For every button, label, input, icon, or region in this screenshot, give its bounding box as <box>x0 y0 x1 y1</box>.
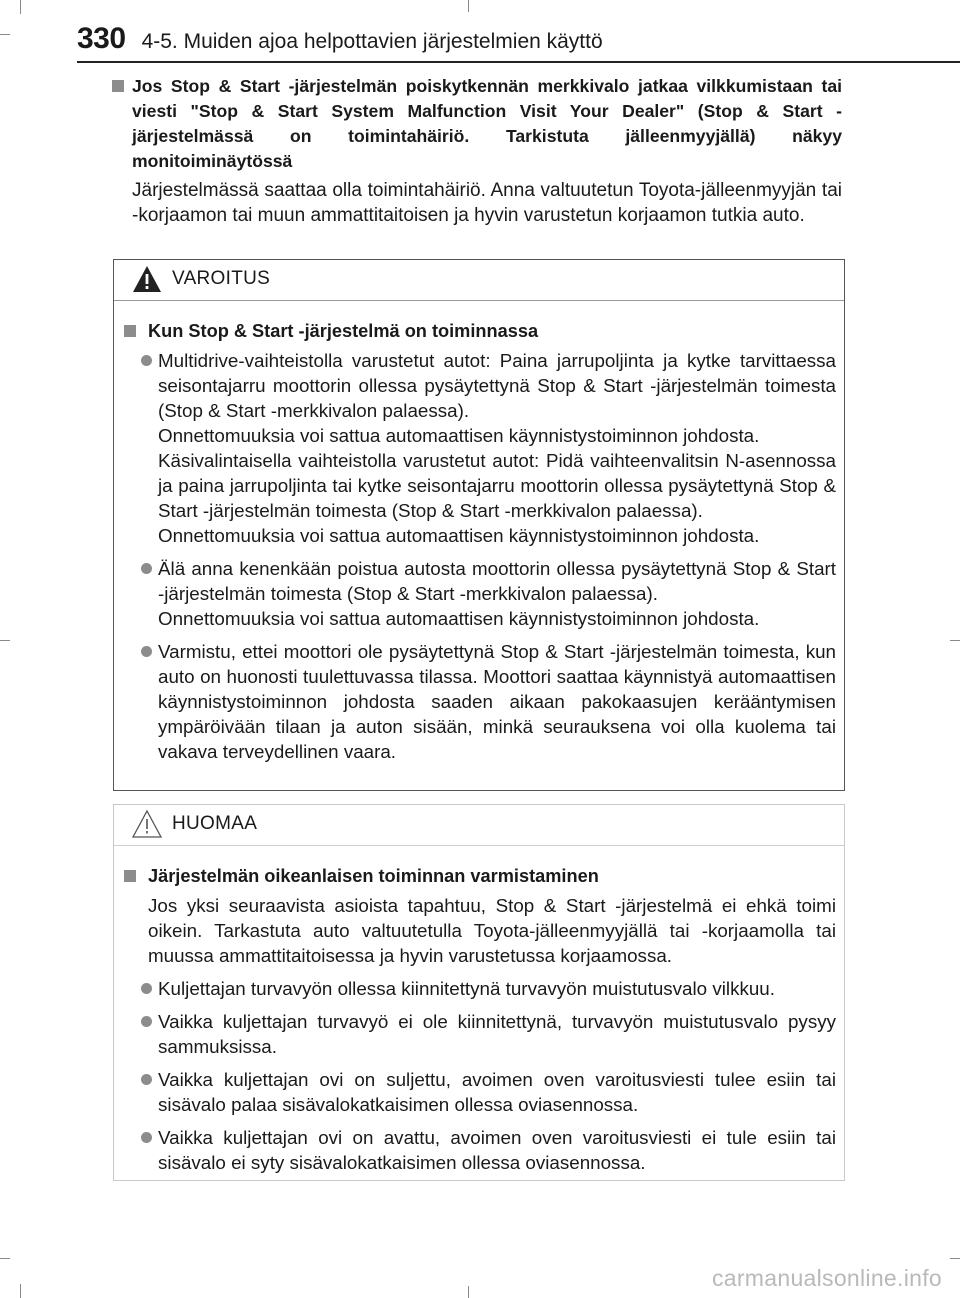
page-header <box>77 22 603 56</box>
notice-content <box>114 846 844 1175</box>
round-bullet-icon <box>141 1132 152 1143</box>
section-heading: Jos Stop & Start -järjestelmän poiskytkennän merkkivalo jatkaa vilkkumistaan tai viesti "Stop & Start System Malfunction Visit Your Dealer" (Stop & Start -järjestelmässä on toimintahäiriö. Tarkistuta jälleenmyyjällä) näkyy monitoiminäytössä <box>112 74 842 174</box>
notice-bullet: Vaikka kuljettajan ovi on avattu, avoimen oven varoitusviesti ei tule esiin tai sisävalo ei syty sisävalokatkaisimen ollessa oviasennossa. <box>124 1125 836 1175</box>
square-bullet-icon <box>112 80 124 92</box>
round-bullet-icon <box>141 355 152 366</box>
round-bullet-icon <box>141 1074 152 1085</box>
crop-mark <box>20 1284 21 1298</box>
square-bullet-icon <box>124 325 136 337</box>
notice-bullet: Vaikka kuljettajan ovi on suljettu, avoimen oven varoitusviesti tulee esiin tai sisävalo palaa sisävalokatkaisimen ollessa oviasennossa. <box>124 1067 836 1117</box>
round-bullet-icon <box>141 1016 152 1027</box>
warning-box <box>113 259 845 791</box>
warning-bullet: Älä anna kenenkään poistua autosta moottorin ollessa pysäytettynä Stop & Start -järjestelmän toimesta (Stop & Start -merkkivalon palaessa). Onnettomuuksia voi sattua automaattisen käynnistystoiminnon johdosta. <box>124 556 836 631</box>
watermark: carmanualsonline.info <box>711 1265 942 1291</box>
crop-mark <box>0 640 10 641</box>
crop-mark <box>0 1258 10 1259</box>
notice-box <box>113 804 845 1181</box>
notice-heading: Järjestelmän oikeanlaisen toiminnan varmistaminen <box>124 864 836 889</box>
warning-bullet: Multidrive-vaihteistolla varustetut autot: Paina jarrupoljinta ja kytke tarvittaessa seisontajarru moottorin ollessa pysäytettynä Stop & Start -järjestelmän toimesta (Stop & Start -merkkivalon palaessa). Onnettomuuksia voi sattua automaattisen käynnistystoiminnon johdosta. Käsivalintaisella vaihteistolla varustetut autot: Pidä vaihteenvalitsin N-asennossa ja paina jarrupoljinta tai kytke seisontajarru moottorin ollessa pysäytettynä Stop & Start -järjestelmän toimesta (Stop & Start -merkkivalon palaessa). Onnettomuuksia voi sattua automaattisen käynnistystoiminnon johdosta. <box>124 348 836 548</box>
malfunction-section <box>112 74 842 228</box>
page-number: 330 <box>77 22 126 55</box>
warning-header <box>114 260 844 301</box>
notice-bullet: Vaikka kuljettajan turvavyö ei ole kiinnitettynä, turvavyön muistutusvalo pysyy sammuksissa. <box>124 1009 836 1059</box>
round-bullet-icon <box>141 563 152 574</box>
chapter-title: 4-5. Muiden ajoa helpottavien järjestelmien käyttö <box>141 30 603 53</box>
notice-bullet: Kuljettajan turvavyön ollessa kiinnitettynä turvavyön muistutusvalo vilkkuu. <box>124 976 836 1001</box>
notice-title: HUOMAA <box>172 813 258 834</box>
warning-bullet: Varmistu, ettei moottori ole pysäytettynä Stop & Start -järjestelmän toimesta, kun auto on huonosti tuulettuvassa tilassa. Moottori saattaa käynnistyä automaattisen käynnistystoiminnon johdosta saaden aikaan pakokaasujen kerääntymisen ympäröivään tilaan ja auton sisään, minkä seurauksena voi olla kuolema tai vakava terveydellinen vaara. <box>124 639 836 764</box>
warning-content <box>114 301 844 764</box>
notice-intro: Jos yksi seuraavista asioista tapahtuu, Stop & Start -järjestelmä ei ehkä toimi oikein. Tarkastuta auto valtuutetulla Toyota-jälleenmyyjällä tai -korjaamolla tai muussa ammattitaitoisessa ja hyvin varustetussa korjaamossa. <box>148 895 836 966</box>
round-bullet-icon <box>141 646 152 657</box>
crop-mark <box>950 1258 960 1259</box>
crop-mark <box>20 0 21 14</box>
section-body: Järjestelmässä saattaa olla toimintahäiriö. Anna valtuutetun Toyota-jälleenmyyjän tai -korjaamon tai muun ammattitaitoisen ja hyvin varustetun korjaamon tutkia auto. <box>132 180 842 226</box>
warning-title: VAROITUS <box>172 268 271 289</box>
crop-mark <box>468 1286 469 1298</box>
warning-triangle-icon <box>132 264 162 294</box>
crop-mark <box>950 640 960 641</box>
crop-mark <box>468 0 469 12</box>
header-rule <box>77 61 960 63</box>
caution-triangle-icon <box>132 809 162 839</box>
notice-header <box>114 805 844 846</box>
crop-mark <box>0 34 10 35</box>
round-bullet-icon <box>141 983 152 994</box>
warning-heading: Kun Stop & Start -järjestelmä on toiminnassa <box>124 319 836 344</box>
square-bullet-icon <box>124 870 136 882</box>
